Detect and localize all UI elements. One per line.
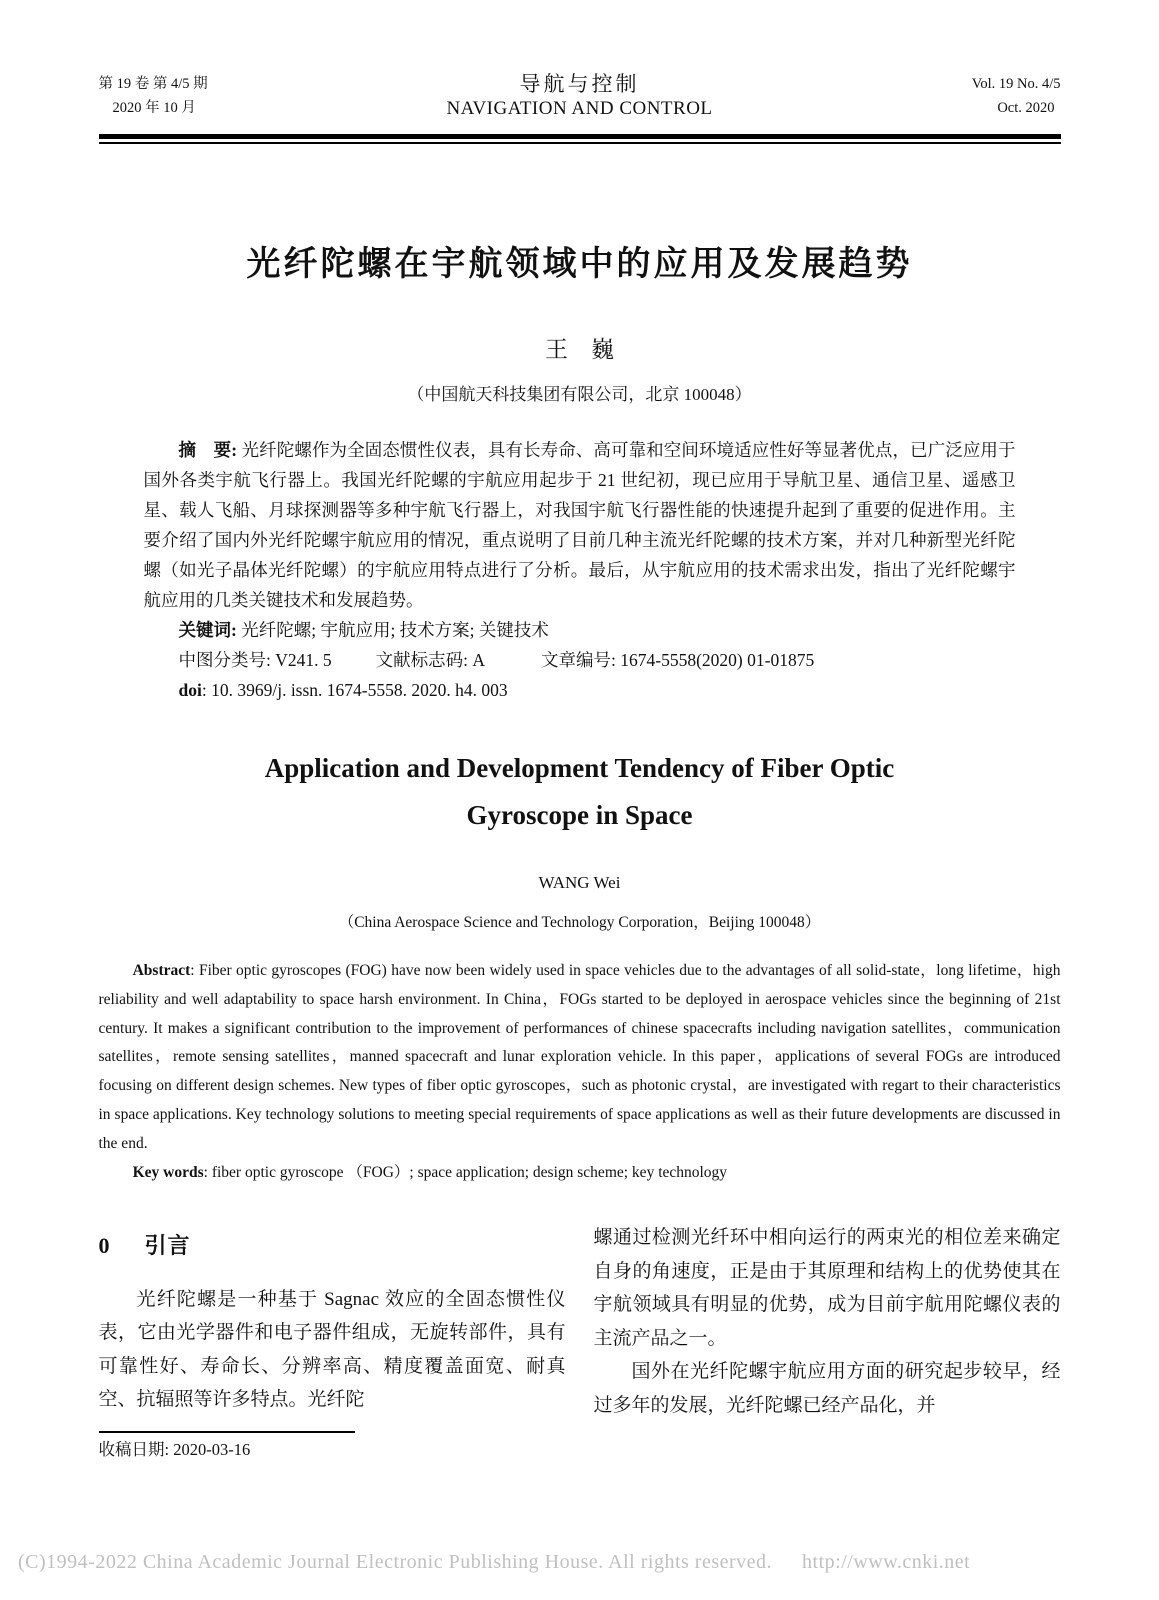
left-column <box>99 1221 566 1466</box>
right-column-paragraph-1: 螺通过检测光纤环中相向运行的两束光的相位差来确定自身的角速度，正是由于其原理和结构上的优势使其在宇航领域具有明显的优势，成为目前宇航用陀螺仪表的主流产品之一。 <box>593 1227 1061 1349</box>
page-content <box>99 0 1061 1466</box>
article-title-cn: 光纤陀螺在宇航领域中的应用及发展趋势 <box>246 246 913 283</box>
keywords-cn-label: 关键词: <box>178 620 237 640</box>
volume-issue-en: Vol. 19 No. 4/5 <box>971 76 1061 92</box>
received-date-label: 收稿日期: <box>98 1439 170 1459</box>
journal-title-cn: 导航与控制 <box>519 72 640 96</box>
keywords-en-text: : fiber optic gyroscope （FOG）; space application; design scheme; key technology <box>203 1163 728 1181</box>
abstract-en <box>99 957 1061 1159</box>
doi-label: doi <box>178 680 202 700</box>
doc-code-value: A <box>468 650 486 670</box>
watermark-url: http://www.cnki.net <box>802 1551 971 1573</box>
header-issue-info <box>99 72 269 120</box>
affiliation-cn: （中国航天科技集团有限公司，北京 100048） <box>407 385 752 404</box>
clc-value: V241. 5 <box>270 650 332 670</box>
body-columns <box>99 1221 1061 1466</box>
author-en: WANG Wei <box>538 873 621 892</box>
section-title: 引言 <box>144 1233 191 1259</box>
cnki-watermark <box>18 1551 970 1574</box>
keywords-en-label: Key words <box>132 1163 204 1181</box>
abstract-cn-block <box>144 435 1016 705</box>
header-rule <box>99 134 1061 144</box>
header-rule-thin <box>99 142 1061 144</box>
received-date-line <box>99 1433 566 1467</box>
header-volume-info <box>891 72 1061 120</box>
right-column-paragraph-2: 国外在光纤陀螺宇航应用方面的研究起步较早，经过多年的发展，光纤陀螺已经产品化，并 <box>593 1361 1061 1416</box>
abstract-cn <box>144 435 1016 615</box>
clc-label: 中图分类号: <box>178 650 271 670</box>
abstract-cn-label: 摘 要: <box>178 440 238 460</box>
abstract-cn-text: 光纤陀螺作为全固态惯性仪表，具有长寿命、高可靠和空间环境适应性好等显著优点，已广泛应用于国外各类宇航飞行器上。我国光纤陀螺的宇航应用起步于 21 世纪初，现已应用于导航卫星、通信卫星、遥感卫星、载人飞船、月球探测器等多种宇航飞行器上，对我国宇航飞行器性能的快速提升起到了重要的促进作用。主要介绍了国内外光纤陀螺宇航应用的情况，重点说明了目前几种主流光纤陀螺的技术方案，并对几种新型光纤陀螺（如光子晶体光纤陀螺）的宇航应用特点进行了分析。最后，从宇航应用的技术需求出发，指出了光纤陀螺宇航应用的几类关键技术和发展趋势。 <box>143 440 1016 610</box>
section-heading-intro <box>99 1229 566 1263</box>
classification-line <box>144 645 1016 675</box>
author-cn: 王 巍 <box>545 337 614 362</box>
keywords-en <box>99 1159 1061 1188</box>
doi-value: : 10. 3969/j. issn. 1674-5558. 2020. h4. 003 <box>201 680 508 700</box>
header-rule-thick <box>99 134 1061 139</box>
right-column <box>594 1221 1061 1466</box>
section-number: 0 <box>98 1233 111 1259</box>
watermark-copyright: (C)1994-2022 China Academic Journal Electronic Publishing House. All rights reserved. <box>18 1551 773 1573</box>
keywords-cn <box>144 615 1016 645</box>
article-title-en-line2: Gyroscope in Space <box>466 800 693 830</box>
abstract-en-block <box>99 957 1061 1187</box>
left-column-paragraph: 光纤陀螺是一种基于 Sagnac 效应的全固态惯性仪表，它由光学器件和电子器件组成，无旋转部件，具有可靠性好、寿命长、分辨率高、精度覆盖面宽、耐真空、抗辐照等许多特点。光纤陀 <box>98 1288 566 1411</box>
abstract-en-label: Abstract <box>132 962 191 979</box>
date-cn: 2020 年 10 月 <box>112 100 196 116</box>
received-date-value: 2020-03-16 <box>169 1439 251 1459</box>
keywords-cn-text: 光纤陀螺; 宇航应用; 技术方案; 关键技术 <box>236 620 549 640</box>
journal-title-en: NAVIGATION AND CONTROL <box>446 98 713 119</box>
article-id-label: 文章编号: <box>541 650 616 670</box>
doc-code-label: 文献标志码: <box>375 650 469 670</box>
abstract-en-text: : Fiber optic gyroscopes (FOG) have now been widely used in space vehicles due to the advantages of all solid-state，long lifetime，high reliability and well adaptability to space harsh environment. In China，FOGs started to be deployed in aerospace vehicles since the beginning of 21st century. It makes a significant contribution to the improvement of performances of chinese spacecrafts including navigation satellites，communication satellites，remote sensing satellites，manned spacecraft and lunar exploration vehicle. In this paper，applications of several FOGs are introduced focusing on different design schemes. New types of fiber optic gyroscopes，such as photonic crystal，are investigated with regart to their characteristics in space applications. Key technology solutions to meeting special requirements of space applications as well as their future developments are discussed in the end. <box>98 962 1061 1152</box>
article-title-en <box>99 745 1061 839</box>
date-en: Oct. 2020 <box>997 100 1055 116</box>
article-title-en-line1: Application and Development Tendency of Fiber Optic <box>264 753 895 783</box>
affiliation-en: （China Aerospace Science and Technology Corporation，Beijing 100048） <box>338 914 821 931</box>
doi-line <box>144 675 1016 705</box>
volume-issue-cn: 第 19 卷 第 4/5 期 <box>98 76 208 92</box>
journal-title <box>269 72 891 122</box>
article-id-value: 1674-5558(2020) 01-01875 <box>615 650 815 670</box>
journal-header <box>99 72 1061 122</box>
